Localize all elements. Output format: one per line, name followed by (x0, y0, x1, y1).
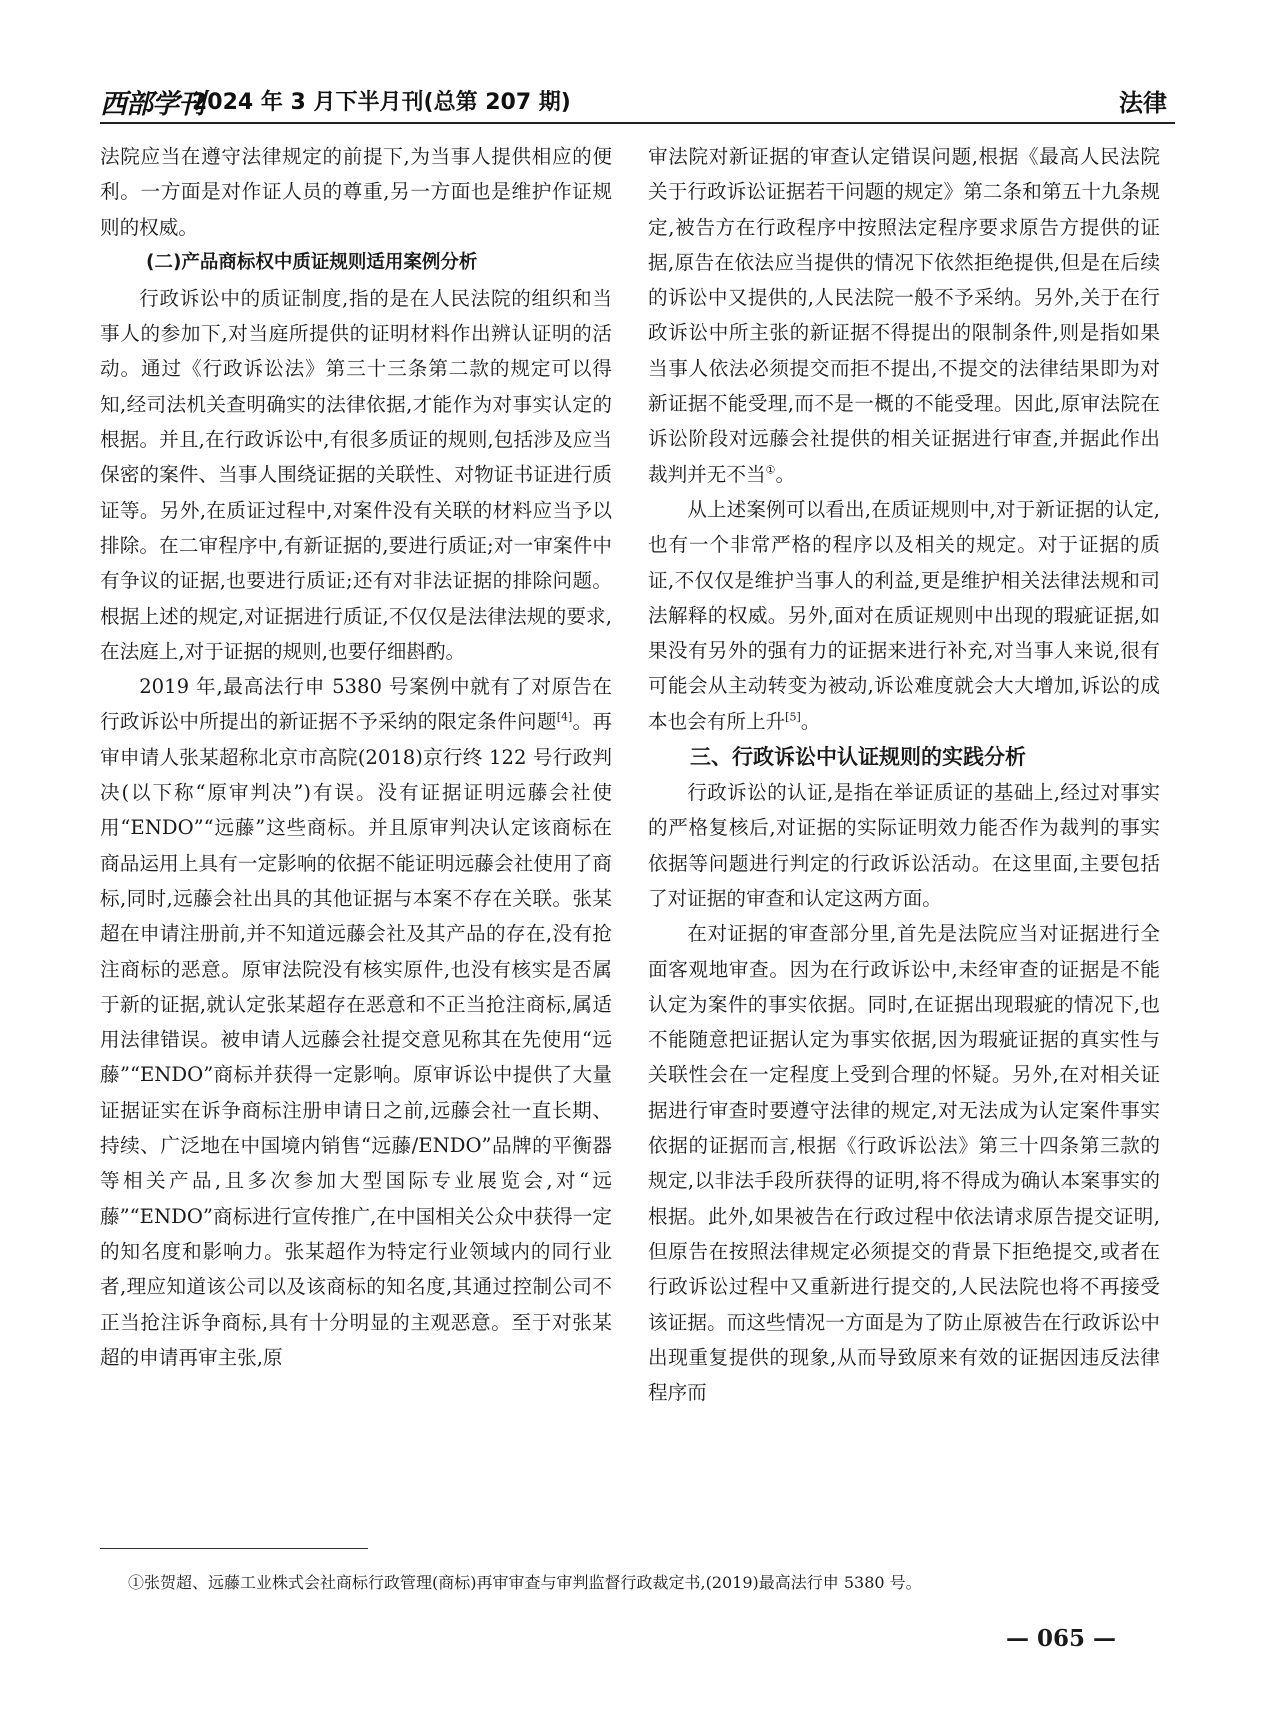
right-column (648, 139, 1160, 1410)
paragraph: 在对证据的审查部分里,首先是法院应当对证据进行全面客观地审查。因为在行政诉讼中,未经审查的证据是不能认定为案件的事实依据。同时,在证据出现瑕疵的情况下,也不能随意把证据认定为事实依据,因为瑕疵证据的真实性与关联性会在一定程度上受到合理的怀疑。另外,在对相关证据进行审查时要遵守法律的规定,对无法成为认定案件事实依据的证据而言,根据《行政诉讼法》第三十四条第三款的规定,以非法手段所获得的证明,将不得成为确认本案事实的根据。此外,如果被告在行政过程中依法请求原告提交证明,但原告在按照法律规定必须提交的背景下拒绝提交,或者在行政诉讼过程中又重新进行提交的,人民法院也将不再接受该证据。而这些情况一方面是为了防止原被告在行政诉讼中出现重复提供的现象,从而导致原来有效的证据因违反法律程序而 (648, 922, 1160, 1405)
paragraph: 法院应当在遵守法律规定的前提下,为当事人提供相应的便利。一方面是对作证人员的尊重,另一方面也是维护作证规则的权威。 (100, 145, 612, 239)
subsection-heading: (二)产品商标权中质证规则适用案例分析 (146, 251, 478, 273)
citation-ref: [5] (785, 710, 801, 724)
paragraph-text: 2019 年,最高法行申 5380 号案例中就有了对原告在行政诉讼中所提出的新证据不予采纳的限定条件问题 (100, 675, 612, 734)
paragraph (648, 139, 1160, 492)
paragraph-text: 。再审申请人张某超称北京市高院(2018)京行终 122 号行政判决(以下称“原审判决”)有误。没有证据证明远藤会社使用“ENDO”“远藤”这些商标。并且原审判决认定该商标在商品运用上具有一定影响的依据不能证明远藤会社使用了商标,同时,远藤会社出具的其他证据与本案不存在关联。张某超在申请注册前,并不知道远藤会社及其产品的存在,没有抢注商标的恶意。原审法院没有核实原件,也没有核实是否属于新的证据,就认定张某超存在恶意和不正当抢注商标,属适用法律错误。被申请人远藤会社提交意见称其在先使用“远藤”“ENDO”商标并获得一定影响。原审诉讼中提供了大量证据证实在诉争商标注册申请日之前,远藤会社一直长期、持续、广泛地在中国境内销售“远藤/ENDO”品牌的平衡器等相关产品,且多次参加大型国际专业展览会,对“远藤”“ENDO”商标进行宣传推广,在中国相关公众中获得一定的知名度和影响力。张某超作为特定行业领域内的同行业者,理应知道该公司以及该商标的知名度,其通过控制公司不正当抢注诉争商标,具有十分明显的主观恶意。至于对张某超的申请再审主张,原 (100, 710, 613, 1369)
paragraph (100, 669, 612, 1375)
paragraph (648, 492, 1160, 739)
footnote-divider (100, 1548, 368, 1549)
footnote-ref: ① (765, 463, 776, 477)
left-column (100, 139, 612, 1375)
paragraph: 行政诉讼的认证,是指在举证质证的基础上,经过对事实的严格复核后,对证据的实际证明效力能否作为裁判的事实依据等问题进行判定的行政诉讼活动。在这里面,主要包括了对证据的审查和认定这两方面。 (648, 781, 1160, 910)
paragraph-text: 。 (800, 709, 821, 733)
section-tag: 法律 (1119, 89, 1167, 117)
section-heading: 三、行政诉讼中认证规则的实践分析 (690, 745, 1026, 770)
issue-info: 2024 年 3 月下半月刊(总第 207 期) (192, 90, 571, 115)
citation-ref: [4] (556, 710, 573, 724)
page-number: — 065 — (1005, 1625, 1116, 1652)
paragraph-text: 审法院对新证据的审查认定错误问题,根据《最高人民法院关于行政诉讼证据若干问题的规定》第二条和第五十九条规定,被告方在行政程序中按照法定程序要求原告方提供的证据,原告在依法应当提供的情况下依然拒绝提供,但是在后续的诉讼中又提供的,人民法院一般不予采纳。另外,关于在行政诉讼中所主张的新证据不得提出的限制条件,则是指如果当事人依法必须提交而拒不提出,不提交的法律结果即为对新证据不能受理,而不是一概的不能受理。因此,原审法院在诉讼阶段对远藤会社提供的相关证据进行审查,并据此作出裁判并无不当 (648, 145, 1160, 486)
footnote: ①张贺超、远藤工业株式会社商标行政管理(商标)再审审查与审判监督行政裁定书,(2019)最高法行申 5380 号。 (128, 1573, 922, 1592)
journal-logo: 西部学刊 (100, 89, 204, 120)
running-header (100, 78, 1175, 124)
paragraph: 行政诉讼中的质证制度,指的是在人民法院的组织和当事人的参加下,对当庭所提供的证明材料作出辨认证明的活动。通过《行政诉讼法》第三十三条第二款的规定可以得知,经司法机关查明确实的法律依据,才能作为对事实认定的根据。并且,在行政诉讼中,有很多质证的规则,包括涉及应当保密的案件、当事人围绕证据的关联性、对物证书证进行质证等。另外,在质证过程中,对案件没有关联的材料应当予以排除。在二审程序中,有新证据的,要进行质证;对一审案件中有争议的证据,也要进行质证;还有对非法证据的排除问题。根据上述的规定,对证据进行质证,不仅仅是法律法规的要求,在法庭上,对于证据的规则,也要仔细斟酌。 (100, 286, 612, 663)
paragraph-text: 。 (775, 462, 796, 486)
paragraph-text: 从上述案例可以看出,在质证规则中,对于新证据的认定,也有一个非常严格的程序以及相关的规定。对于证据的质证,不仅仅是维护当事人的利益,更是维护相关法律法规和司法解释的权威。另外,面对在质证规则中出现的瑕疵证据,如果没有另外的强有力的证据来进行补充,对当事人来说,很有可能会从主动转变为被动,诉讼难度就会大大增加,诉讼的成本也会有所上升 (648, 497, 1160, 733)
